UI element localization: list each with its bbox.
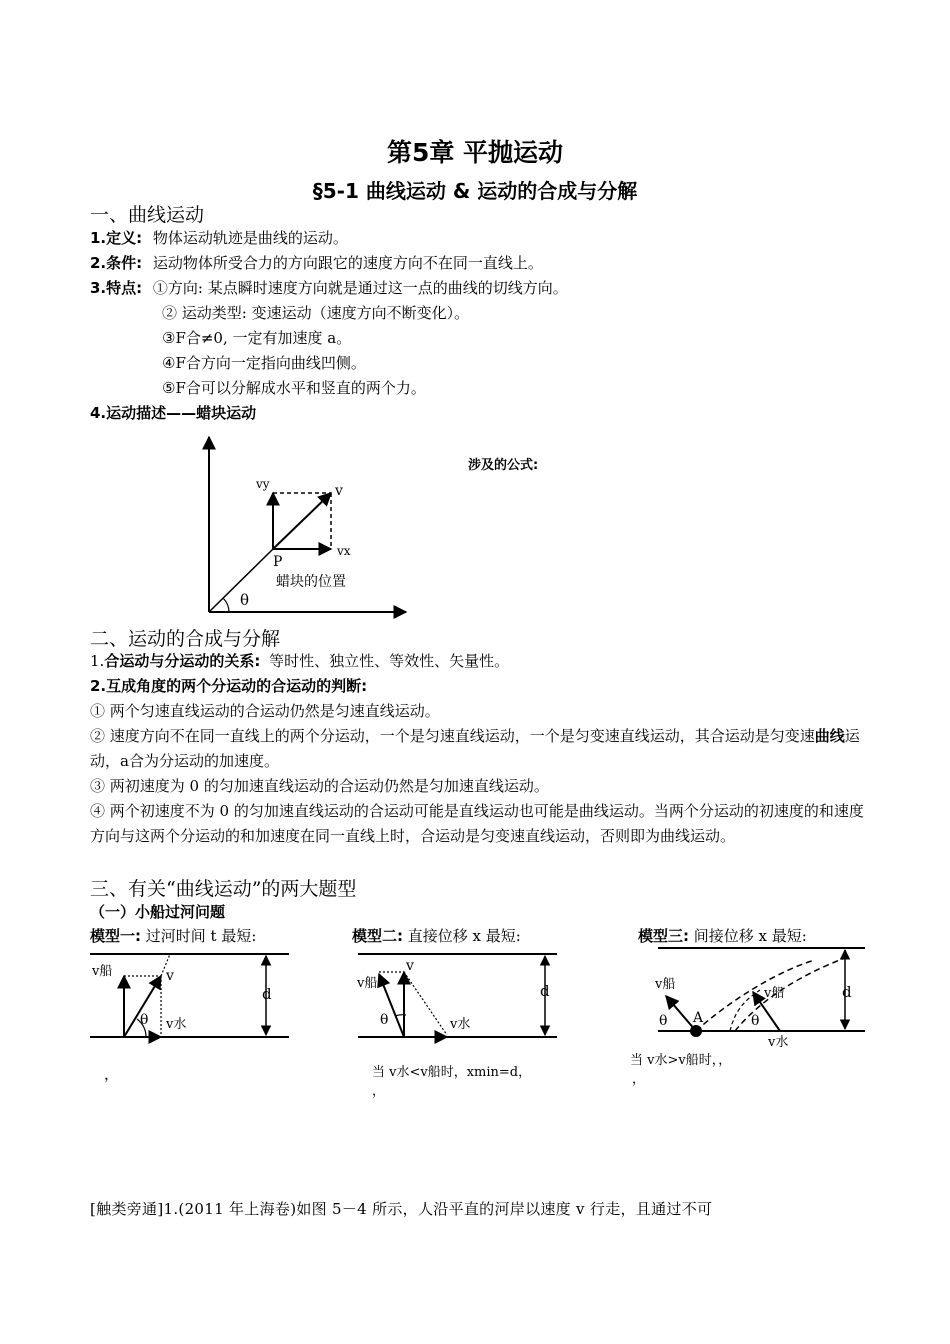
model-3-note: 当 v水>v船时，，: [630, 1053, 732, 1068]
model-2-label: 模型二:: [352, 927, 403, 945]
rule-2-tail: 运动，a合为分运动的加速度。: [90, 727, 860, 770]
boat-problem-heading: （一）小船过河问题: [90, 903, 226, 921]
model-3-text: 间接位移 x 最短:: [693, 927, 807, 945]
section3-heading: 三、有关“曲线运动”的两大题型: [90, 878, 357, 900]
model-3-note: ，: [632, 1072, 646, 1087]
feature-item: ③F合≠0, 一定有加速度 a。: [162, 329, 352, 347]
model-2-text: 直接位移 x 最短:: [407, 927, 521, 945]
theta-label: θ: [240, 591, 250, 609]
definition-text: 物体运动轨迹是曲线的运动。: [152, 229, 348, 247]
position-label: 蜡块的位置: [276, 574, 346, 590]
section1-heading: 一、曲线运动: [90, 204, 205, 226]
rule-3: ③ 两初速度为 0 的匀加速直线运动的合运动仍然是匀加速直线运动。: [90, 777, 549, 795]
feature-item: ② 运动类型: 变速运动（速度方向不断变化）。: [162, 304, 470, 322]
judge-label: 2.互成角度的两个分运动的合运动的判断:: [90, 677, 368, 695]
vx-label: vx: [337, 544, 351, 558]
theta-label-2: θ: [751, 1013, 760, 1029]
p-label: P: [273, 554, 283, 570]
motion-description-label: 4.运动描述——蜡块运动: [90, 404, 257, 422]
vboat-label-2: v船: [764, 986, 785, 1001]
v-label: v: [166, 968, 174, 984]
v-label: v: [406, 958, 414, 974]
rule-1: ① 两个匀速直线运动的合运动仍然是匀速直线运动。: [90, 702, 440, 720]
practice-question: [触类旁通]1.(2011 年上海卷)如图 5－4 所示，人沿平直的河岸以速度 v 行走，且通过不可: [90, 1200, 713, 1218]
feature-item: ①方向: 某点瞬时速度方向就是通过这一点的曲线的切线方向。: [152, 279, 568, 297]
vy-label: vy: [256, 477, 270, 491]
section-subtitle: §5-1 曲线运动 & 运动的合成与分解: [312, 179, 638, 203]
relation-text: 等时性、独立性、等效性、矢量性。: [269, 652, 510, 670]
a-label: A: [693, 1010, 704, 1026]
relation-label: 合运动与分运动的关系:: [104, 652, 261, 670]
vboat-arrow: [666, 996, 696, 1031]
vboat-label: v船: [92, 964, 113, 979]
model-2-note: ，: [372, 1084, 386, 1099]
rule-2-text: ② 速度方向不在同一直线上的两个分运动，一个是匀速直线运动，一个是匀变速直线运动，其合运动是匀变速: [90, 727, 815, 745]
model-2-note: 当 v水<v船时，xmin=d，: [372, 1065, 532, 1080]
model-1-label: 模型一:: [90, 927, 141, 945]
d-label: d: [842, 983, 852, 1001]
v-label: v: [335, 483, 343, 499]
theta-label: θ: [380, 1012, 389, 1028]
feature-item: ④F合方向一定指向曲线凹侧。: [162, 354, 366, 372]
feature-item: ⑤F合可以分解成水平和竖直的两个力。: [162, 379, 426, 397]
rule-4: ④ 两个初速度不为 0 的匀加速直线运动的合运动可能是直线运动也可能是曲线运动。当两个分运动的初速度的和速度方向与这两个分运动的和加速度在同一直线上时，合运动是匀变速直线运动，否则即为曲线运动。: [90, 802, 864, 845]
page-title: 第5章 平抛运动: [386, 138, 564, 167]
rule-2-emphasis: 曲线: [814, 727, 845, 745]
vwater-label: v水: [768, 1035, 789, 1050]
formula-label: 涉及的公式:: [468, 458, 539, 473]
theta-label: θ: [659, 1013, 668, 1029]
vwater-label: v水: [166, 1017, 187, 1032]
section2-heading: 二、运动的合成与分解: [90, 628, 281, 650]
feature-label: 3.特点:: [90, 279, 143, 297]
condition-text: 运动物体所受合力的方向跟它的速度方向不在同一直线上。: [152, 254, 543, 272]
definition-label: 1.定义:: [90, 229, 143, 247]
d-label: d: [540, 982, 550, 1000]
relation-number: 1.: [90, 652, 105, 670]
model-1-text: 过河时间 t 最短:: [145, 927, 257, 945]
vboat-label: v船: [655, 977, 676, 992]
theta-label: θ: [140, 1012, 149, 1028]
condition-label: 2.条件:: [90, 254, 143, 272]
model-1-note: ，: [104, 1065, 120, 1083]
vboat-label: v船: [357, 976, 378, 991]
d-label: d: [262, 985, 272, 1003]
model-3-label: 模型三:: [638, 927, 689, 945]
vwater-label: v水: [450, 1017, 471, 1032]
